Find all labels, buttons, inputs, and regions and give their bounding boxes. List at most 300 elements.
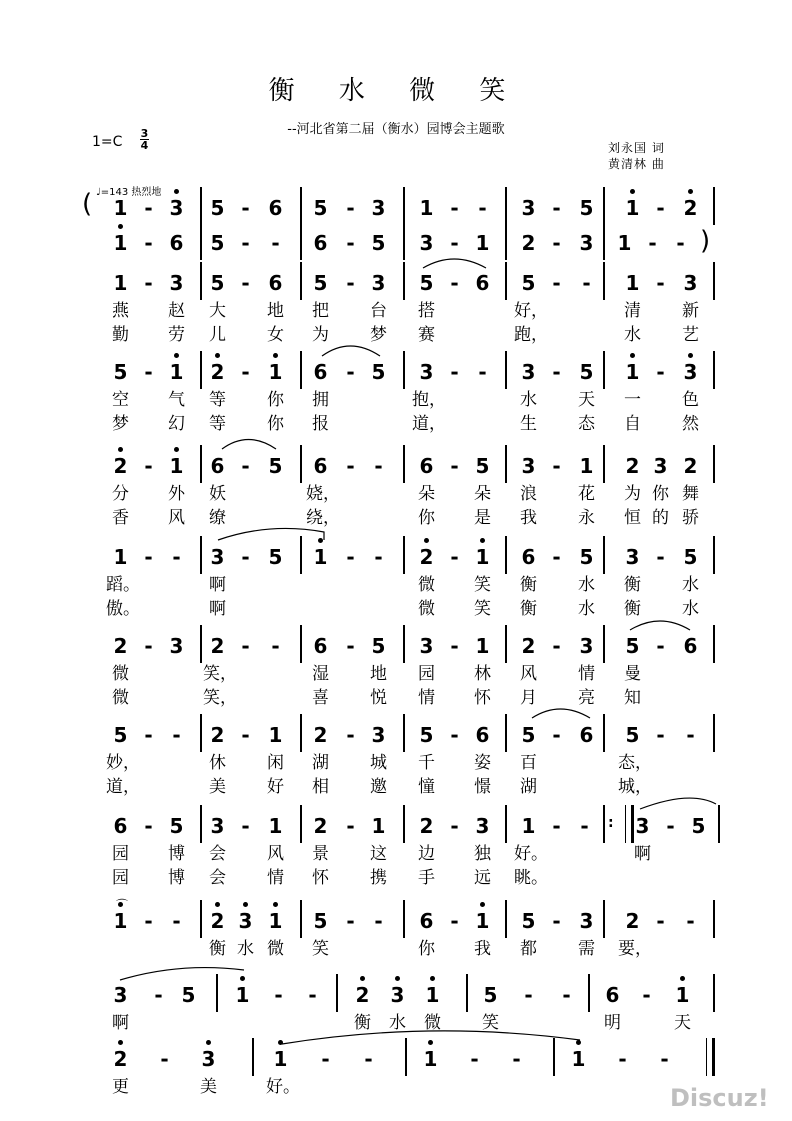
note: 2 <box>313 814 328 838</box>
dash: - <box>346 196 355 220</box>
lyric-syllable: 气 <box>168 390 185 410</box>
dash: - <box>676 231 685 255</box>
note: 5 <box>475 454 490 478</box>
lyric-syllable: 赵 <box>168 301 185 321</box>
lyric-syllable: 报 <box>312 414 329 434</box>
bar-line <box>713 974 715 1012</box>
lyric-syllable: 衡 <box>624 575 641 595</box>
octave-dot <box>360 976 365 981</box>
lyric-syllable: 衡 <box>354 1013 371 1033</box>
note: 3 <box>383 982 412 1008</box>
dash: - <box>346 723 355 747</box>
bar-line <box>505 625 507 663</box>
lyric-syllable: 是 <box>474 508 491 528</box>
note: 2 <box>676 195 705 221</box>
dash: - <box>450 231 459 255</box>
note: 5 <box>483 983 498 1007</box>
lyric-syllable: 风 <box>267 844 284 864</box>
lyric-syllable: 微 <box>267 939 284 959</box>
lyric-syllable: 水 <box>578 599 595 619</box>
bar-line <box>252 1038 254 1076</box>
lyric-syllable: 道， <box>412 414 446 434</box>
dash: - <box>144 271 153 295</box>
lyric-syllable: 会 <box>209 844 226 864</box>
octave-dot <box>630 189 635 194</box>
note: 3 <box>231 908 260 934</box>
lyric-syllable: 天 <box>578 390 595 410</box>
bar-line <box>505 187 507 225</box>
bar-line <box>403 222 405 260</box>
note: 1 <box>416 1046 445 1072</box>
lyric-syllable: 知 <box>624 688 641 708</box>
bar-line <box>200 900 202 938</box>
note: 3 <box>419 360 434 384</box>
octave-dot <box>118 1040 123 1045</box>
note: 2 <box>683 454 698 478</box>
note: 1 <box>468 908 497 934</box>
note: 6 <box>475 271 490 295</box>
lyric-syllable: 百 <box>520 753 537 773</box>
repeat-bar-line <box>625 805 634 843</box>
lyric-syllable: 水 <box>682 575 699 595</box>
lyric-syllable: 梦 <box>112 414 129 434</box>
lyric-syllable: 啊 <box>634 844 651 864</box>
note: 6 <box>268 196 283 220</box>
octave-dot <box>688 189 693 194</box>
lyric-syllable: 抱， <box>412 390 446 410</box>
lyric-syllable: 怀 <box>312 868 329 888</box>
lyric-syllable: 搭 <box>418 301 435 321</box>
lyric-syllable: 明 <box>604 1013 621 1033</box>
bar-line <box>403 714 405 752</box>
lyric-syllable: 等 <box>209 390 226 410</box>
tie <box>120 968 244 980</box>
bar-line <box>603 445 605 483</box>
dash: - <box>241 231 250 255</box>
lyric-syllable: 永 <box>578 508 595 528</box>
lyric-syllable: 博 <box>168 868 185 888</box>
lyric-syllable: 都 <box>520 939 537 959</box>
note: 1 <box>268 814 283 838</box>
note: 3 <box>579 634 594 658</box>
note: 1 <box>266 1046 295 1072</box>
note: 5 <box>313 196 328 220</box>
octave-dot <box>273 902 278 907</box>
dash: - <box>154 983 163 1007</box>
note: 5 <box>625 634 640 658</box>
note: 3 <box>625 545 640 569</box>
dash: - <box>241 271 250 295</box>
lyric-syllable: 儿 <box>209 325 226 345</box>
watermark: Discuz! <box>670 1084 769 1112</box>
meter-top: 3 <box>140 127 149 140</box>
dash: - <box>656 634 665 658</box>
final-bar-line <box>706 1038 715 1076</box>
note: 2 <box>521 231 536 255</box>
octave-dot <box>273 353 278 358</box>
dash: - <box>660 1047 669 1071</box>
octave-dot <box>480 902 485 907</box>
lyric-syllable: 生 <box>520 414 537 434</box>
dash: - <box>321 1047 330 1071</box>
dash: - <box>582 271 591 295</box>
dash: - <box>656 271 665 295</box>
dash: - <box>470 1047 479 1071</box>
lyric-syllable: 骄 <box>682 508 699 528</box>
lyric-syllable: 园 <box>112 868 129 888</box>
dash: - <box>241 545 250 569</box>
lyric-syllable: 台 <box>370 301 387 321</box>
octave-dot <box>118 447 123 452</box>
dash: - <box>346 634 355 658</box>
lyric-syllable: 态 <box>578 414 595 434</box>
key-signature: 1=C <box>92 134 123 150</box>
note: 2 <box>625 454 640 478</box>
note: 2 <box>106 1046 135 1072</box>
dash: - <box>512 1047 521 1071</box>
bar-line <box>713 262 715 300</box>
dash: - <box>450 271 459 295</box>
lyric-syllable: 你 <box>418 939 435 959</box>
lyric-syllable: 天 <box>674 1013 691 1033</box>
dash: - <box>562 983 571 1007</box>
bar-line <box>200 714 202 752</box>
note: 3 <box>419 231 434 255</box>
lyric-syllable: 你 <box>267 414 284 434</box>
tie <box>218 528 324 540</box>
lyric-syllable: 啊 <box>209 599 226 619</box>
dash: - <box>648 231 657 255</box>
octave-dot <box>240 976 245 981</box>
note: 5 <box>313 271 328 295</box>
note: 1 <box>162 453 191 479</box>
dash: - <box>346 909 355 933</box>
dash: - <box>552 814 561 838</box>
bar-line <box>718 805 720 843</box>
bar-line <box>713 445 715 483</box>
lyric-syllable: 色 <box>682 390 699 410</box>
dash: - <box>552 360 561 384</box>
lyric-syllable: 会 <box>209 868 226 888</box>
lyric-syllable: 朵 <box>474 484 491 504</box>
lyric-syllable: 娆， <box>306 484 340 504</box>
lyric-syllable: 我 <box>474 939 491 959</box>
lyric-syllable: 要， <box>618 939 652 959</box>
bar-line <box>403 351 405 389</box>
note: 2 <box>348 982 377 1008</box>
lyric-syllable: 笑 <box>474 599 491 619</box>
dash: - <box>144 545 153 569</box>
note: 5 <box>313 909 328 933</box>
note: 5 <box>371 231 386 255</box>
dash: - <box>274 983 283 1007</box>
lyric-syllable: 空 <box>112 390 129 410</box>
dash: - <box>144 909 153 933</box>
note: 5 <box>371 634 386 658</box>
bar-line <box>300 900 302 938</box>
credits <box>608 140 665 172</box>
lyric-syllable: 为 <box>624 484 641 504</box>
note: 2 <box>625 909 640 933</box>
dash: - <box>346 814 355 838</box>
note: 5 <box>210 271 225 295</box>
note: 5 <box>521 909 536 933</box>
lyric-syllable: 女 <box>267 325 284 345</box>
note: 1 <box>106 908 135 934</box>
dash: - <box>618 1047 627 1071</box>
composer-credit: 黄清林 曲 <box>608 157 665 171</box>
note: 3 <box>419 634 434 658</box>
lyric-syllable: 闲 <box>267 753 284 773</box>
lyric-syllable: 需 <box>578 939 595 959</box>
lyric-syllable: 幻 <box>168 414 185 434</box>
lyric-syllable: 水 <box>389 1013 406 1033</box>
bar-line <box>300 625 302 663</box>
note: 3 <box>113 983 128 1007</box>
close-bracket: ) <box>700 226 711 256</box>
lyric-syllable: 情 <box>418 688 435 708</box>
song-subtitle: --河北省第二届（衡水）园博会主题歌 <box>287 122 505 137</box>
bar-line <box>403 900 405 938</box>
dash: - <box>450 360 459 384</box>
bar-line <box>403 187 405 225</box>
note: 1 <box>261 359 290 385</box>
slur <box>222 440 276 450</box>
bar-line <box>200 222 202 260</box>
note: 3 <box>579 231 594 255</box>
lyric-syllable: 绕， <box>306 508 340 528</box>
dash: - <box>666 814 675 838</box>
dash: - <box>478 196 487 220</box>
note: 1 <box>668 982 697 1008</box>
dash: - <box>450 814 459 838</box>
bar-line <box>200 625 202 663</box>
lyric-syllable: 香 <box>112 508 129 528</box>
dash: - <box>642 983 651 1007</box>
lyric-syllable: 地 <box>370 664 387 684</box>
lyric-syllable: 景 <box>312 844 329 864</box>
bar-line <box>603 900 605 938</box>
bar-line <box>403 445 405 483</box>
note: 1 <box>306 544 335 570</box>
bar-line <box>466 974 468 1012</box>
lyric-syllable: 然 <box>682 414 699 434</box>
lyric-syllable: 你 <box>267 390 284 410</box>
lyric-syllable: 燕 <box>112 301 129 321</box>
note: 6 <box>579 723 594 747</box>
octave-dot <box>630 353 635 358</box>
note: 3 <box>210 545 225 569</box>
lyric-syllable: 笑 <box>474 575 491 595</box>
repeat-dots: : <box>608 815 614 831</box>
bar-line <box>300 445 302 483</box>
lyric-syllable: 梦 <box>370 325 387 345</box>
dash: - <box>346 454 355 478</box>
bar-line <box>603 536 605 574</box>
octave-dot <box>576 1040 581 1045</box>
note: 5 <box>521 271 536 295</box>
octave-dot <box>206 1040 211 1045</box>
octave-dot <box>430 976 435 981</box>
note: 1 <box>268 723 283 747</box>
note: 6 <box>169 231 184 255</box>
lyric-syllable: 林 <box>474 664 491 684</box>
bar-line <box>603 351 605 389</box>
note: 5 <box>579 196 594 220</box>
lyric-syllable: 缭 <box>209 508 226 528</box>
slur <box>423 259 486 268</box>
bar-line <box>403 805 405 843</box>
note: 2 <box>210 634 225 658</box>
bar-line <box>505 222 507 260</box>
bar-line <box>200 262 202 300</box>
lyric-syllable: 你 <box>418 508 435 528</box>
note: 6 <box>521 545 536 569</box>
note: 6 <box>313 454 328 478</box>
dash: - <box>686 909 695 933</box>
dash: - <box>656 723 665 747</box>
lyric-syllable: 朵 <box>418 484 435 504</box>
lyric-syllable: 跑， <box>514 325 548 345</box>
dash: - <box>450 909 459 933</box>
lyric-syllable: 微 <box>418 575 435 595</box>
bar-line <box>336 974 338 1012</box>
lyric-syllable: 大 <box>209 301 226 321</box>
lyric-syllable: 衡 <box>520 599 537 619</box>
dash: - <box>241 723 250 747</box>
note: 5 <box>371 360 386 384</box>
dash: - <box>144 634 153 658</box>
dash: - <box>144 454 153 478</box>
lyric-syllable: 手 <box>418 868 435 888</box>
dash: - <box>450 634 459 658</box>
bar-line <box>403 262 405 300</box>
bar-line <box>505 805 507 843</box>
note: 6 <box>475 723 490 747</box>
lyric-syllable: 啊 <box>209 575 226 595</box>
note: 5 <box>419 723 434 747</box>
lyric-syllable: 水 <box>682 599 699 619</box>
dash: - <box>552 271 561 295</box>
lyric-syllable: 美 <box>200 1077 217 1097</box>
lyric-syllable: 衡 <box>624 599 641 619</box>
dash: - <box>478 360 487 384</box>
note: 1 <box>106 230 135 256</box>
note: 3 <box>162 195 191 221</box>
note: 5 <box>113 360 128 384</box>
dash: - <box>552 454 561 478</box>
note: 5 <box>181 983 196 1007</box>
note: 3 <box>371 723 386 747</box>
octave-dot <box>215 902 220 907</box>
note: 6 <box>113 814 128 838</box>
lyric-syllable: 园 <box>418 664 435 684</box>
lyric-syllable: 好 <box>267 777 284 797</box>
bar-line <box>713 351 715 389</box>
note: 1 <box>564 1046 593 1072</box>
note: 6 <box>210 454 225 478</box>
bar-line <box>713 900 715 938</box>
lyric-syllable: 赛 <box>418 325 435 345</box>
dash: - <box>144 360 153 384</box>
note: 1 <box>521 814 536 838</box>
bar-line <box>200 187 202 225</box>
note: 6 <box>313 231 328 255</box>
lyric-syllable: 美 <box>209 777 226 797</box>
lyric-syllable: 妙， <box>106 753 140 773</box>
lyric-syllable: 妖 <box>209 484 226 504</box>
lyric-syllable: 微 <box>112 688 129 708</box>
lyric-syllable: 湿 <box>312 664 329 684</box>
note: 6 <box>313 360 328 384</box>
note: 5 <box>210 231 225 255</box>
lyric-syllable: 一 <box>624 390 641 410</box>
lyric-syllable: 水 <box>237 939 254 959</box>
note: 3 <box>635 814 650 838</box>
note: 1 <box>618 359 647 385</box>
lyric-syllable: 悦 <box>370 688 387 708</box>
lyric-syllable: 城， <box>618 777 652 797</box>
note: 3 <box>683 271 698 295</box>
note: 1 <box>419 196 434 220</box>
dash: - <box>552 545 561 569</box>
lyric-syllable: 笑， <box>203 664 237 684</box>
bar-line <box>300 805 302 843</box>
dash: - <box>346 271 355 295</box>
bar-line <box>588 974 590 1012</box>
note: 6 <box>605 983 620 1007</box>
dash: - <box>241 196 250 220</box>
bar-line <box>713 187 715 225</box>
lyric-syllable: 憬 <box>474 777 491 797</box>
lyric-syllable: 等 <box>209 414 226 434</box>
note: 3 <box>676 359 705 385</box>
note: 5 <box>579 360 594 384</box>
note: 6 <box>268 271 283 295</box>
lyric-syllable: 情 <box>267 868 284 888</box>
dash: - <box>144 723 153 747</box>
note: 1 <box>371 814 386 838</box>
dash: - <box>450 196 459 220</box>
lyric-syllable: 清 <box>624 301 641 321</box>
lyric-syllable: 为 <box>312 325 329 345</box>
bar-line <box>300 351 302 389</box>
octave-dot <box>278 1040 283 1045</box>
dash: - <box>580 814 589 838</box>
dash: - <box>172 909 181 933</box>
lyric-syllable: 外 <box>168 484 185 504</box>
dash: - <box>172 723 181 747</box>
note: 5 <box>113 723 128 747</box>
lyric-syllable: 边 <box>418 844 435 864</box>
bar-line <box>300 222 302 260</box>
lyric-syllable: 拥 <box>312 390 329 410</box>
note: 5 <box>169 814 184 838</box>
dash: - <box>552 231 561 255</box>
lyric-syllable: 园 <box>112 844 129 864</box>
lyric-syllable: 微 <box>418 599 435 619</box>
lyric-syllable: 把 <box>312 301 329 321</box>
octave-dot <box>174 189 179 194</box>
note: 2 <box>419 814 434 838</box>
bar-line <box>403 625 405 663</box>
lyric-syllable: 情 <box>578 664 595 684</box>
fermata-icon: ⌒ <box>116 898 129 912</box>
dash: - <box>656 196 665 220</box>
bar-line <box>505 900 507 938</box>
bar-line <box>216 974 218 1012</box>
dash: - <box>656 545 665 569</box>
